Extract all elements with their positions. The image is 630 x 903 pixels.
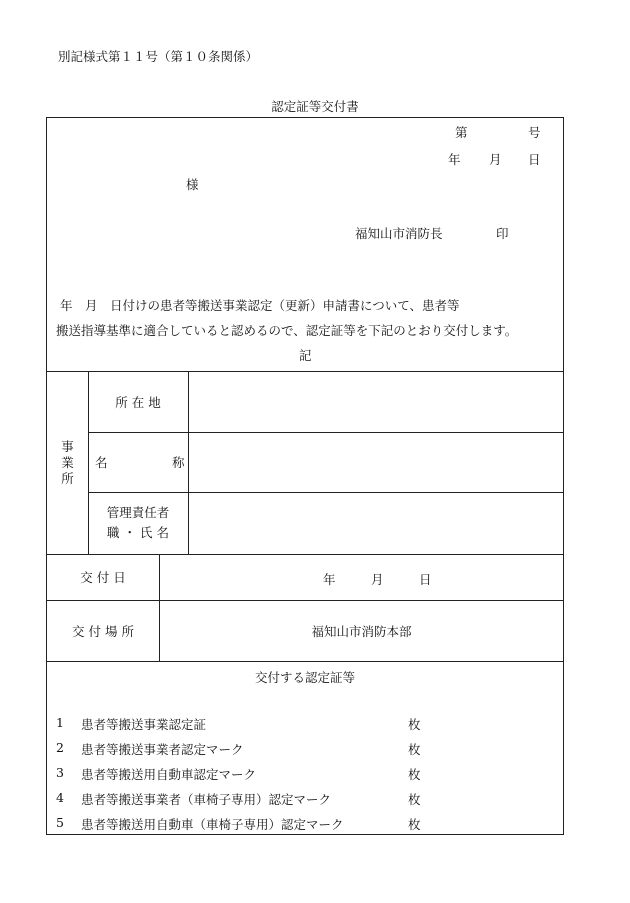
certificate-item-name: 患者等搬送事業者（車椅子専用）認定マーク bbox=[81, 792, 332, 807]
office-label-char: 事 bbox=[61, 438, 74, 454]
certificate-item-no: 4 bbox=[56, 790, 64, 805]
address-field[interactable] bbox=[189, 372, 562, 432]
certificate-item-unit: 枚 bbox=[408, 817, 421, 832]
name-label-first: 名 bbox=[95, 455, 108, 470]
certificate-item-name: 患者等搬送用自動車認定マーク bbox=[81, 767, 257, 782]
form-reference: 別記様式第１１号（第１０条関係） bbox=[58, 49, 259, 64]
certificate-item-no: 5 bbox=[56, 815, 64, 830]
issue-place-value: 福知山市消防本部 bbox=[311, 623, 412, 639]
office-label-char: 所 bbox=[61, 470, 74, 486]
manager-field[interactable] bbox=[189, 493, 562, 554]
certificate-item-unit: 枚 bbox=[408, 767, 421, 782]
notice-body-line2: 搬送指導基準に適合していると認めるので、認定証等を下記のとおり交付します。 bbox=[56, 323, 518, 338]
header-date-month: 月 bbox=[489, 152, 502, 167]
address-label: 所 在 地 bbox=[115, 394, 161, 410]
manager-label-line1: 管理責任者 bbox=[106, 505, 170, 520]
number-prefix: 第 bbox=[455, 125, 468, 140]
header-date-day: 日 bbox=[528, 152, 541, 167]
name-field[interactable] bbox=[189, 433, 562, 492]
issue-place-label: 交 付 場 所 bbox=[72, 623, 134, 639]
notice-body-line1: 年 月 日付けの患者等搬送事業認定（更新）申請書について、患者等 bbox=[60, 298, 460, 313]
certificate-item-no: 1 bbox=[56, 715, 64, 730]
ki-mark: 記 bbox=[299, 348, 312, 363]
issue-date-year: 年 bbox=[323, 572, 336, 587]
seal-mark: 印 bbox=[496, 226, 509, 241]
name-label-second: 称 bbox=[172, 455, 185, 470]
recipient-suffix: 様 bbox=[186, 177, 199, 192]
form-frame bbox=[46, 117, 564, 835]
header-date-year: 年 bbox=[448, 152, 461, 167]
certificate-item-name: 患者等搬送事業者認定マーク bbox=[81, 742, 244, 757]
issue-date-month: 月 bbox=[371, 572, 384, 587]
certificate-item-no: 2 bbox=[56, 740, 64, 755]
certificate-item-name: 患者等搬送用自動車（車椅子専用）認定マーク bbox=[81, 817, 344, 832]
document-title: 認定証等交付書 bbox=[271, 99, 359, 114]
certificate-item-name: 患者等搬送事業認定証 bbox=[81, 717, 207, 732]
name-label bbox=[88, 432, 188, 492]
issue-date-label: 交 付 日 bbox=[80, 570, 126, 585]
certificate-item-no: 3 bbox=[56, 765, 64, 780]
issue-date-day: 日 bbox=[419, 572, 432, 587]
certificates-title: 交付する認定証等 bbox=[254, 670, 355, 685]
certificate-item-unit: 枚 bbox=[408, 717, 421, 732]
certificate-item-unit: 枚 bbox=[408, 792, 421, 807]
office-label-char: 業 bbox=[61, 454, 74, 470]
issuer-name: 福知山市消防長 bbox=[355, 226, 443, 241]
manager-label-line2: 職 ・ 氏 名 bbox=[107, 525, 169, 540]
number-suffix: 号 bbox=[528, 125, 541, 140]
office-label bbox=[47, 371, 88, 554]
certificate-item-unit: 枚 bbox=[408, 742, 421, 757]
manager-label bbox=[88, 492, 188, 554]
